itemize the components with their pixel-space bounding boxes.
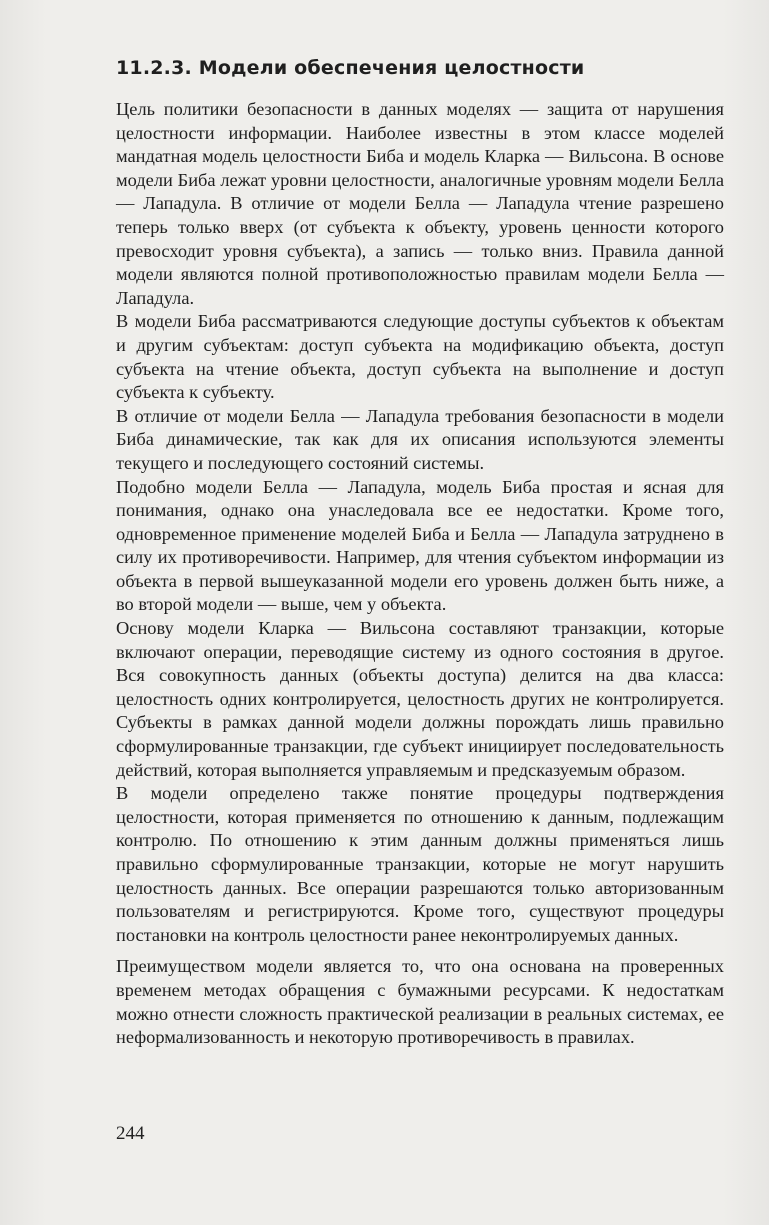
paragraph-2: В модели Биба рассматриваются следующие доступы субъектов к объектам и другим субъектам: доступ субъекта на модификацию объекта, доступ субъекта на чтение объекта, доступ субъекта на выполнение и доступ субъекта к субъекту. (116, 311, 724, 403)
paragraph-1: Цель политики безопасности в данных моделях — защита от нарушения целостности информации. Наиболее известны в этом классе моделей мандатная модель целостности Биба и модель Кларка — Вильсона. В основе модели Биба лежат уровни целостности, аналогичные уровням модели Белла — Лападула. В отличие от модели Белла — Лападула чтение разрешено теперь только вверх (от субъекта к объекту, уровень ценности которого превосходит уровня субъекта), а запись — только вниз. Правила данной модели являются полной противоположностью правилам модели Белла — Лападула. (116, 99, 724, 308)
section-heading: 11.2.3. Модели обеспечения целостности (116, 57, 585, 79)
paragraph-4: Подобно модели Белла — Лападула, модель Биба простая и ясная для понимания, однако она унаследовала все ее недостатки. Кроме того, одновременное применение моделей Биба и Белла — Лападула затруднено в силу их противоречивости. Например, для чтения субъектом информации из объекта в первой вышеуказанной модели его уровень должен быть ниже, а во второй модели — выше, чем у объекта. (116, 476, 724, 615)
paragraph-5: Основу модели Кларка — Вильсона составляют транзакции, которые включают операции, переводящие систему из одного состояния в другое. Вся совокупность данных (объекты доступа) делится на два класса: целостность одних контролируется, целостность других не контролируется. Субъекты в рамках данной модели должны порождать лишь правильно сформулированные транзакции, где субъект инициирует последовательность действий, которая выполняется управляемым и предсказуемым образом. (116, 618, 724, 780)
paragraph-6: В модели определено также понятие процедуры подтверждения целостности, которая применяется по отношению к данным, подлежащим контролю. По отношению к этим данным должны применяться лишь правильно сформулированные транзакции, которые не могут нарушить целостность данных. Все операции разрешаются только авторизованным пользователям и регистрируются. Кроме того, существуют процедуры постановки на контроль целостности ранее неконтролируемых данных. (116, 783, 724, 945)
page-number: 244 (116, 1123, 145, 1144)
paragraph-7: Преимуществом модели является то, что она основана на проверенных временем методах обращения с бумажными ресурсами. К недостаткам можно отнести сложность практической реализации в реальных системах, ее неформализованность и некоторую противоречивость в правилах. (116, 956, 724, 1048)
page-content (116, 56, 724, 1050)
paragraph-3: В отличие от модели Белла — Лападула требования безопасности в модели Биба динамические, так как для их описания используются элементы текущего и последующего состояний системы. (116, 405, 724, 473)
